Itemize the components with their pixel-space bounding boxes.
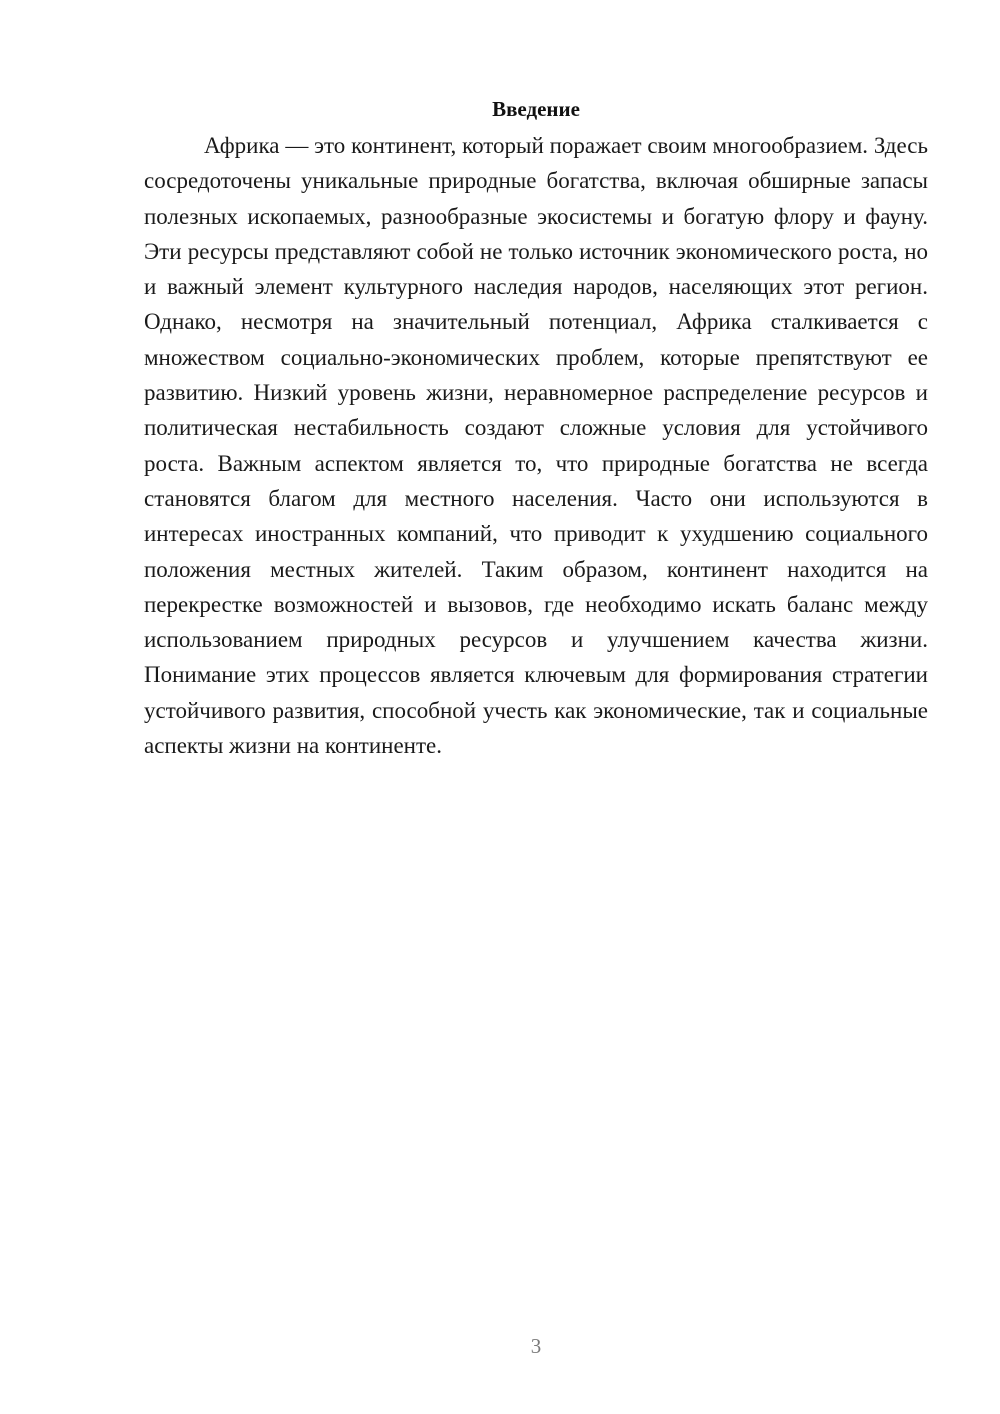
page-number: 3 [530, 1334, 542, 1358]
section-heading: Введение [492, 97, 580, 121]
body-paragraph: Африка — это континент, который поражает своим многообразием. Здесь сосредоточены уникальные природные богатства, включая обширные запасы полезных ископаемых, разнообразные экосистемы и богатую флору и фауну. Эти ресурсы представляют собой не только источник экономического роста, но и важный элемент культурного наследия народов, населяющих этот регион. Однако, несмотря на значительный потенциал, Африка сталкивается с множеством социально-экономических проблем, которые препятствуют ее развитию. Низкий уровень жизни, неравномерное распределение ресурсов и политическая нестабильность создают сложные условия для устойчивого роста. Важным аспектом является то, что природные богатства не всегда становятся благом для местного населения. Часто они используются в интересах иностранных компаний, что приводит к ухудшению социального положения местных жителей. Таким образом, континент находится на перекрестке возможностей и вызовов, где необходимо искать баланс между использованием природных ресурсов и улучшением качества жизни. Понимание этих процессов является ключевым для формирования стратегии устойчивого развития, способной учесть как экономические, так и социальные аспекты жизни на континенте. [144, 133, 928, 759]
page-content [144, 92, 928, 763]
